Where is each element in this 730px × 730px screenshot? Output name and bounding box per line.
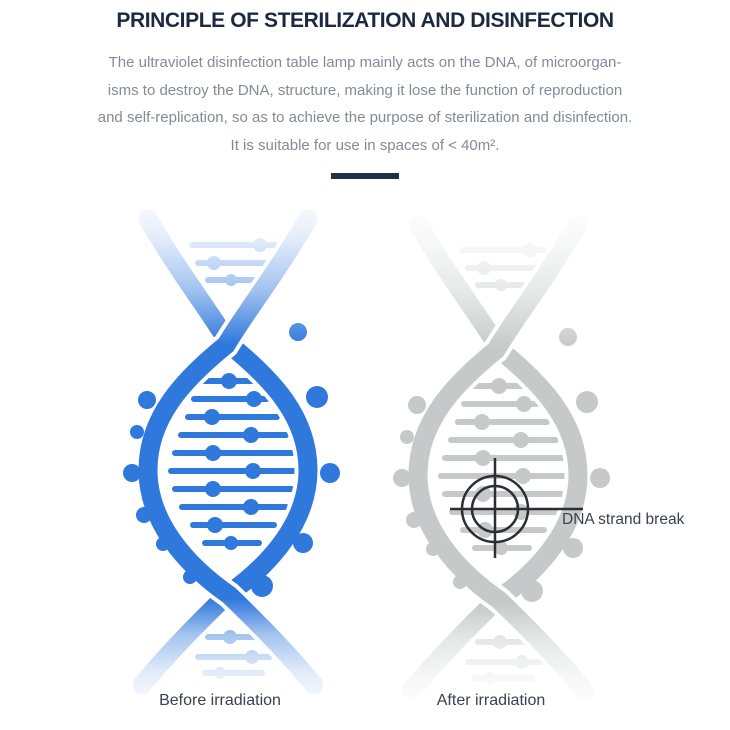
caption-after-irradiation: After irradiation bbox=[436, 692, 546, 709]
paragraph-line: isms to destroy the DNA, structure, making it lose the function of reproduction bbox=[107, 81, 623, 99]
dna-helix-before-graphic bbox=[62, 207, 362, 697]
crosshair-icon bbox=[440, 450, 590, 565]
description-paragraph bbox=[25, 49, 705, 159]
dna-helix-shape bbox=[123, 219, 340, 685]
paragraph-line: It is suitable for use in spaces of < 40m². bbox=[230, 136, 500, 154]
dna-strand-break-label: DNA strand break bbox=[562, 511, 685, 528]
paragraph-line: and self-replication, so as to achieve the purpose of sterilization and disinfection. bbox=[97, 109, 633, 126]
divider-bar bbox=[331, 173, 399, 179]
paragraph-line: The ultraviolet disinfection table lamp mainly acts on the DNA, of microorgan- bbox=[108, 54, 622, 71]
caption-before-irradiation: Before irradiation bbox=[159, 692, 281, 709]
page-title: PRINCIPLE OF STERILIZATION AND DISINFECTION bbox=[116, 9, 614, 32]
